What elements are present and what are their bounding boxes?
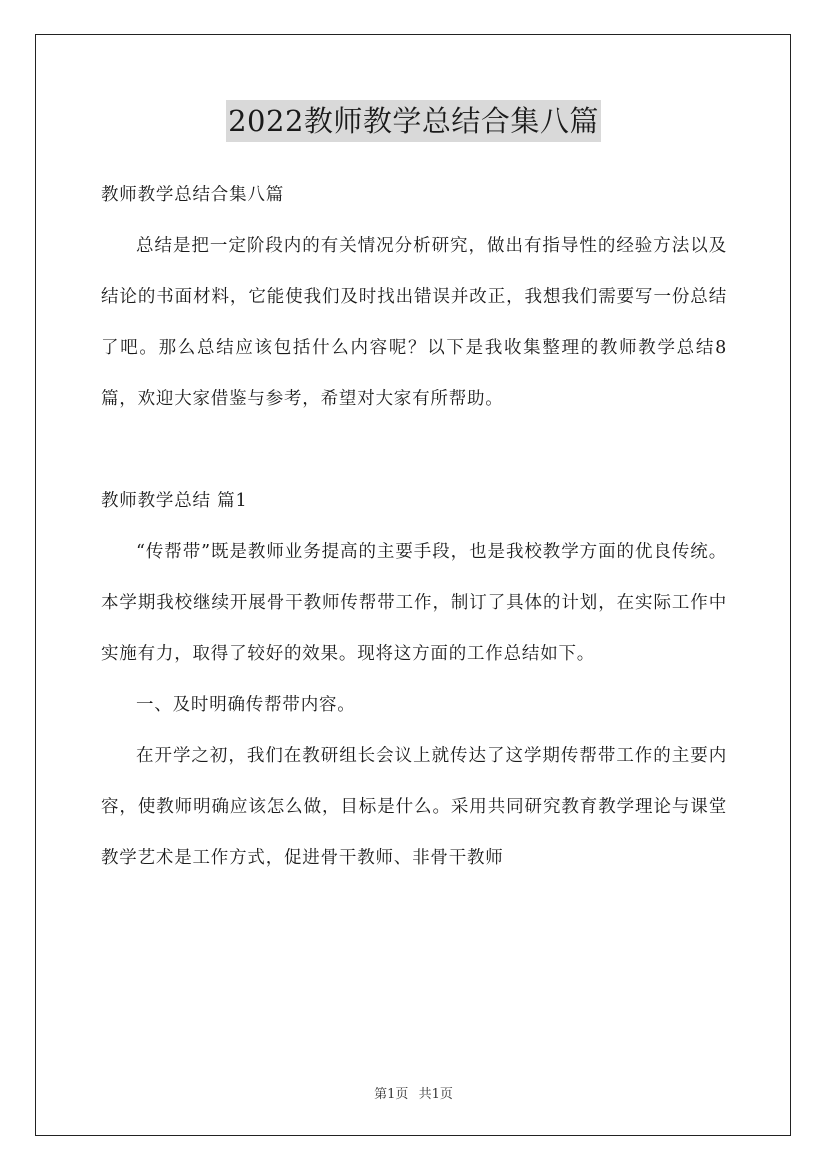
list-item-1: 一、及时明确传帮带内容。 xyxy=(136,695,356,715)
document-title: 2022教师教学总结合集八篇 xyxy=(226,100,601,142)
section-heading: 教师教学总结 篇1 xyxy=(101,491,248,511)
title-area xyxy=(0,100,827,142)
paragraph-1: “传帮带”既是教师业务提高的主要手段，也是我校教学方面的优良传统。本学期我校继续开展骨干教师传帮带工作，制订了具体的计划，在实际工作中实施有力，取得了较好的效果。现将这方面的工作总结如下。 xyxy=(101,542,727,664)
spacer xyxy=(101,425,727,476)
page-number-total: 共1页 xyxy=(418,1087,453,1102)
document-body xyxy=(101,170,727,884)
paragraph-2: 在开学之初，我们在教研组长会议上就传达了这学期传帮带工作的主要内容，使教师明确应该怎么做，目标是什么。采用共同研究教育教学理论与课堂教学艺术是工作方式，促进骨干教师、非骨干教师 xyxy=(101,746,727,868)
page-footer xyxy=(0,1083,827,1102)
intro-paragraph: 总结是把一定阶段内的有关情况分析研究，做出有指导性的经验方法以及结论的书面材料，它能使我们及时找出错误并改正，我想我们需要写一份总结了吧。那么总结应该包括什么内容呢？以下是我收集整理的教师教学总结8篇，欢迎大家借鉴与参考，希望对大家有所帮助。 xyxy=(101,236,727,409)
page-number-current: 第1页 xyxy=(374,1087,409,1102)
subtitle: 教师教学总结合集八篇 xyxy=(101,185,284,205)
